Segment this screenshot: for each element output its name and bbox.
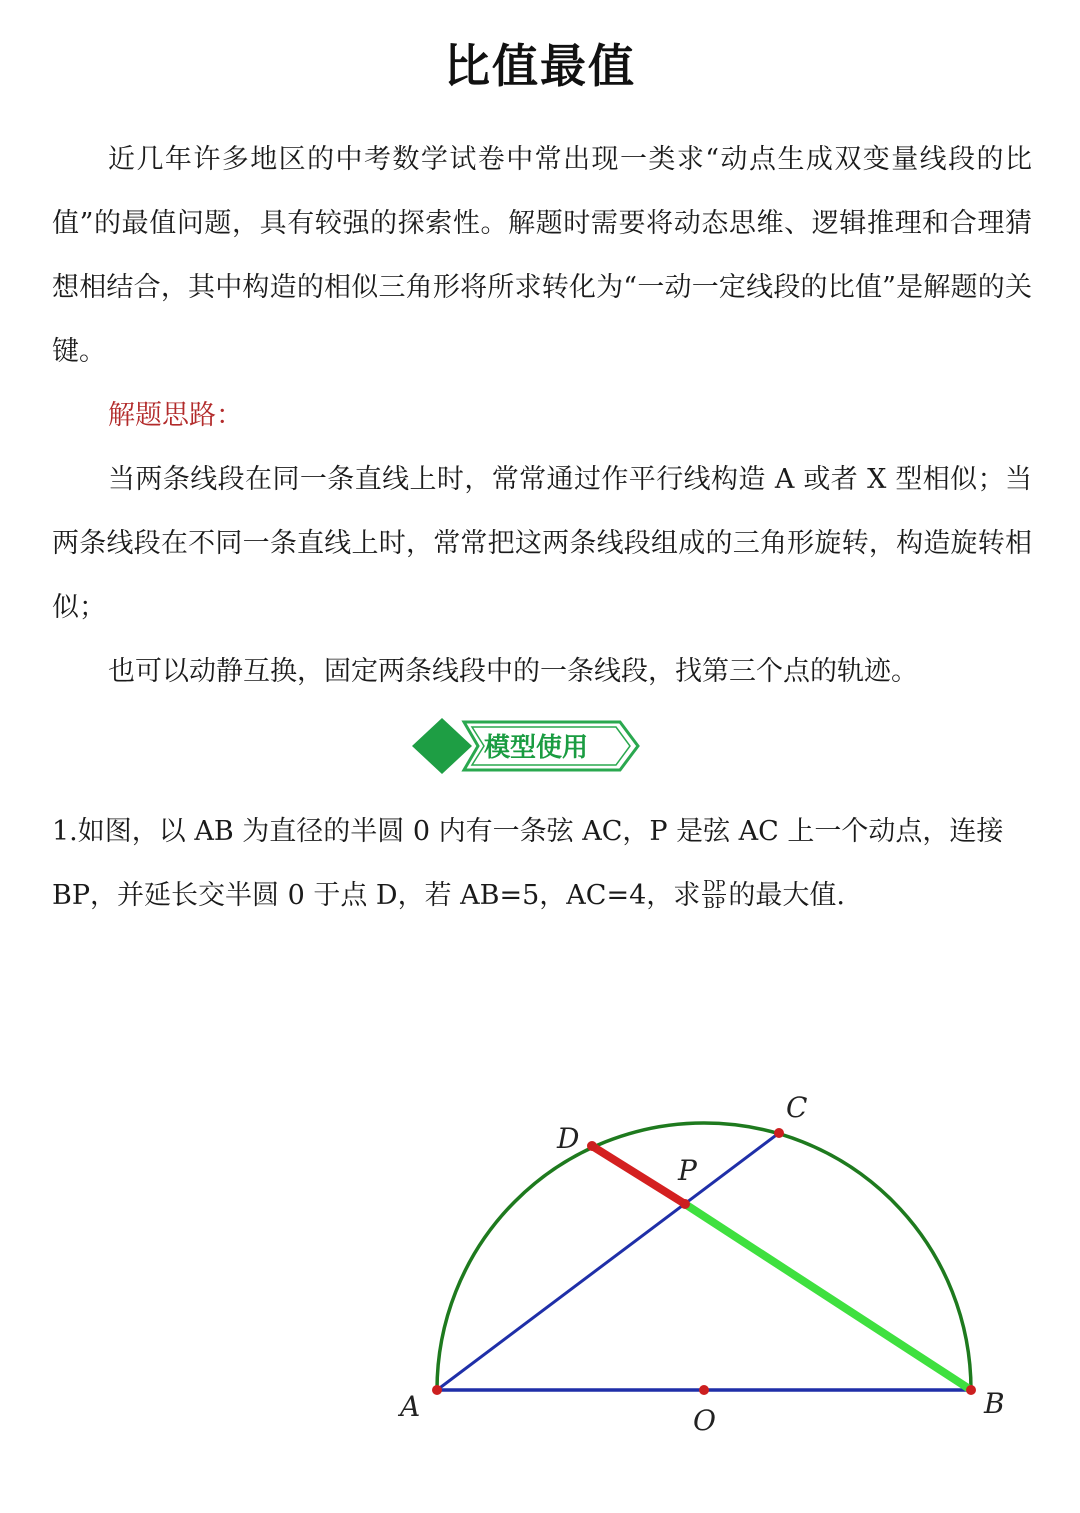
segment-bp [685, 1204, 971, 1390]
point-o-dot [699, 1385, 709, 1395]
method-paragraph-1: 当两条线段在同一条直线上时，常常通过作平行线构造 A 或者 X 型相似；当两条线段在不同一条直线上时，常常把这两条线段组成的三角形旋转，构造旋转相似； [52, 464, 1032, 623]
method-paragraph-2: 也可以动静互换，固定两条线段中的一条线段，找第三个点的轨迹。 [108, 656, 918, 687]
problem-text: 1.如图，以 AB 为直径的半圆 0 内有一条弦 AC，P 是弦 AC 上一个动点，连接 BP，并延长交半圆 0 于点 D，若 AB=5，AC=4，求 [52, 816, 1004, 911]
page-title: 比值最值 [444, 39, 636, 93]
label-p: P [678, 1154, 697, 1187]
problem-text-end: 的最大值. [728, 880, 845, 911]
intro-paragraph: 近几年许多地区的中考数学试卷中常出现一类求“动点生成双变量线段的比值”的最值问题，具有较强的探索性。解题时需要将动态思维、逻辑推理和合理猜想相结合，其中构造的相似三角形将所求转化为“一动一定线段的比值”是解题的关键。 [52, 144, 1032, 367]
label-d: D [557, 1122, 580, 1155]
point-d-dot [587, 1141, 597, 1151]
fraction-denominator: BP [703, 894, 725, 912]
chord-ac [437, 1133, 779, 1390]
label-c: C [786, 1091, 808, 1124]
point-b-dot [966, 1385, 976, 1395]
semicircle-arc [437, 1123, 971, 1390]
point-p-dot [680, 1199, 690, 1209]
point-a-dot [432, 1385, 442, 1395]
fraction-numerator: DP [703, 877, 726, 895]
segment-dp [592, 1146, 685, 1204]
section-badge-label: 模型使用 [484, 733, 589, 763]
label-o: O [693, 1404, 716, 1437]
label-b: B [984, 1387, 1005, 1420]
label-a: A [400, 1390, 421, 1423]
point-c-dot [774, 1128, 784, 1138]
method-heading: 解题思路： [108, 400, 243, 431]
